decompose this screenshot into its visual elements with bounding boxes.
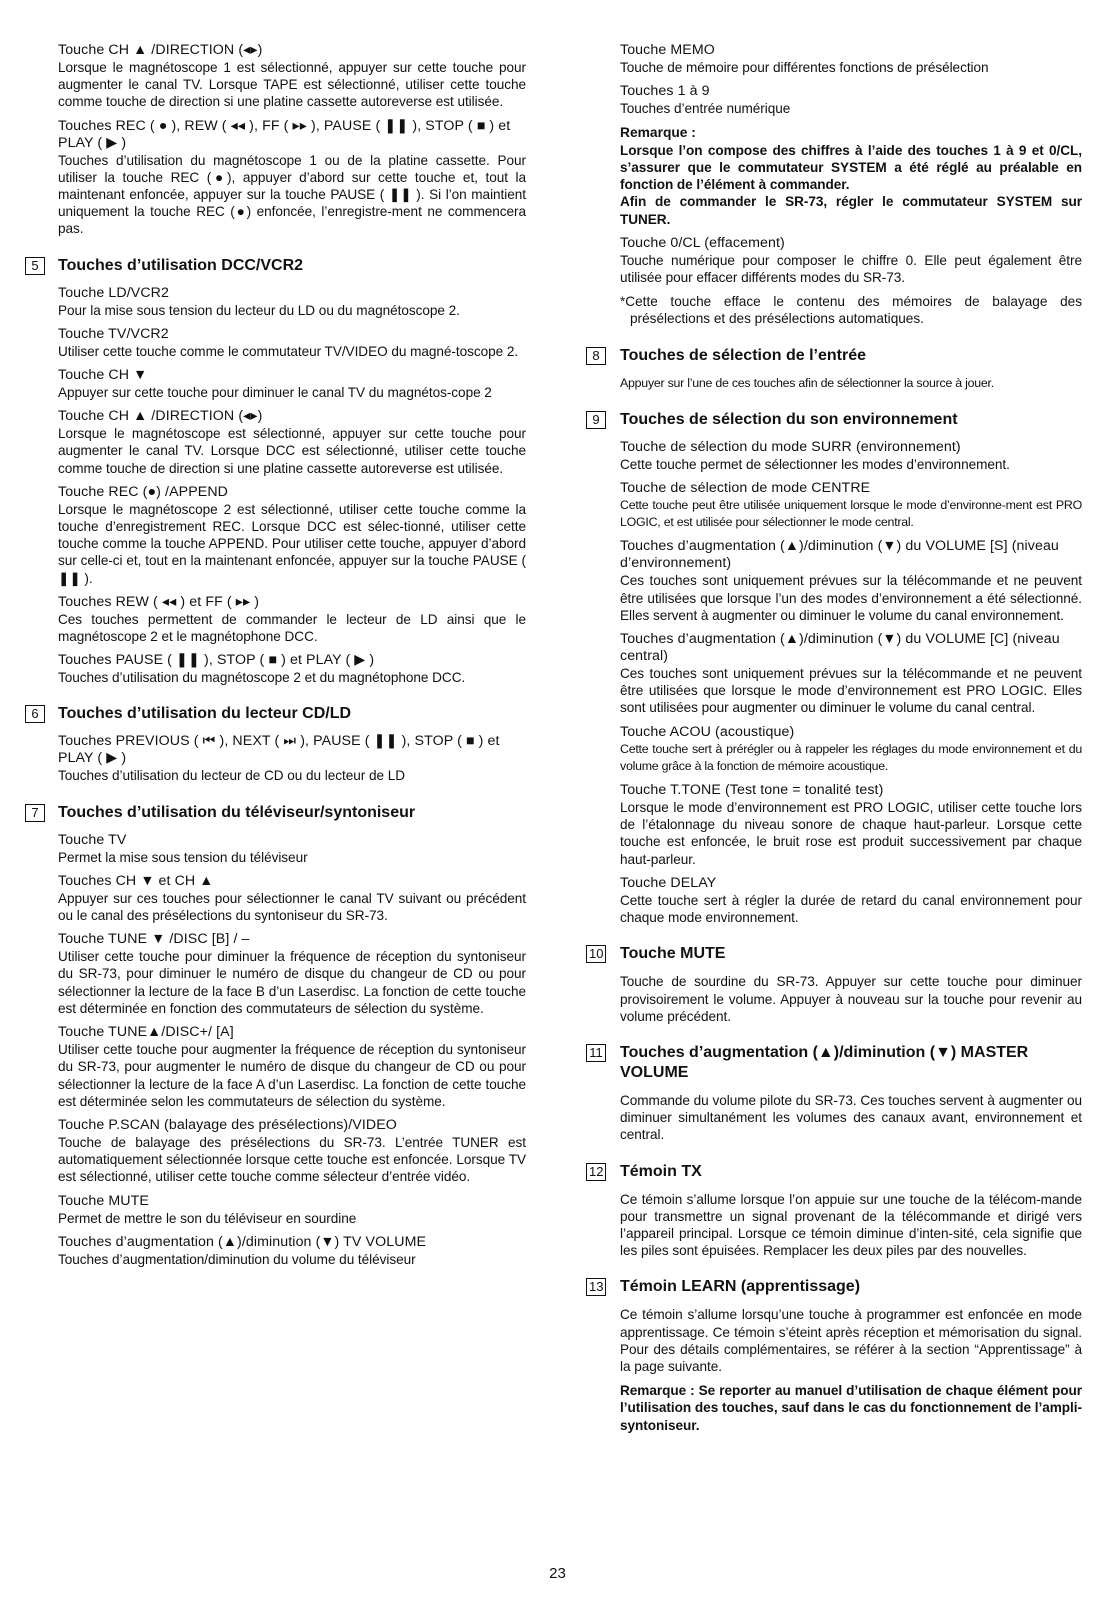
entry-title: Touche P.SCAN (balayage des présélections)/VIDEO (58, 1116, 397, 1133)
entry-title: Touche ACOU (acoustique) (620, 723, 795, 740)
entry-pause-stop-play-vcr2 (58, 652, 526, 686)
section-title: Touche MUTE (620, 945, 726, 963)
entry-title: Touches 1 à 9 (620, 83, 710, 100)
entry-description: Cette touche sert à prérégler ou à rappeler les réglages du mode environnement et du volume grâce à la fonction de mémoire acoustique. (620, 741, 1082, 773)
page-number: 23 (549, 1565, 566, 1582)
section-10-heading (589, 944, 1082, 964)
entry-tv-mute (58, 1193, 526, 1227)
entry-description: Utiliser cette touche comme le commutateur TV/VIDEO du magné-toscope 2. (58, 343, 519, 359)
entry-numeric-keys (620, 83, 1082, 117)
section-number: 8 (586, 347, 606, 365)
entry-ld-vcr2 (58, 285, 526, 319)
section-13-heading (589, 1277, 1082, 1297)
entry-description: Ces touches permettent de commander le lecteur de LD ainsi que le magnétoscope 2 et le magnétophone DCC. (58, 611, 526, 645)
entry-description: Appuyer sur cette touche pour diminuer le canal TV du magnétos-cope 2 (58, 385, 492, 401)
entry-description: Cette touche sert à régler la durée de retard du canal environnement pour chaque mode environnement. (620, 892, 1082, 926)
entry-title: Touche T.TONE (Test tone = tonalité test) (620, 782, 884, 799)
entry-volume-surround (620, 538, 1082, 624)
entry-description: Utiliser cette touche pour diminuer la fréquence de réception du syntoniseur du SR-73, pour diminuer le numéro de disque du changeur de CD ou pour sélectionner la lecture de la face B d’un Laserdisc. La fonction de cette touche est déterminée en fonction des commutateurs de sélection du système. (58, 949, 526, 1016)
entry-description: Touches d’utilisation du magnétoscope 1 ou de la platine cassette. Pour utiliser la touche REC (●), appuyer d’abord sur cette touche et, tout la maintenant enfoncée, appuyer sur la touche PAUSE ( ❚❚ ). Si l’on maintient uniquement la touche REC (●) enfoncée, l’enregistre-ment ne commencera pas. (58, 152, 526, 237)
entry-learn-indicator (620, 1306, 1082, 1375)
section-number: 6 (25, 705, 45, 723)
entry-memo (620, 42, 1082, 76)
entry-tune-up-disc (58, 1024, 526, 1110)
entry-ch-up-direction-vcr1 (58, 42, 526, 111)
entry-description: Ces touches sont uniquement prévues sur la télécommande et ne peuvent être utilisées que lorsque l’un des modes d’environnement a été sélectionné. Elles servent à augmenter ou diminuer le volume du canal environnement. (620, 573, 1082, 623)
entry-description: Touche de sourdine du SR-73. Appuyer sur cette touche pour diminuer provisoirement le volume. Appuyer à nouveau sur la touche pour revenir au volume précédent. (620, 974, 1082, 1024)
entry-description: Ce témoin s’allume lorsque l’on appuie sur une touche de la télécom-mande pour transmettre un signal provenant de la télécommande et dirigé vers l’appareil principal. Lorsque ce témoin diminue d’inten-sité, cela signifie que les piles sont épuisées. Remplacer les deux piles par des nouvelles. (620, 1191, 1082, 1259)
remark-text-1: Lorsque l’on compose des chiffres à l’aide des touches 1 à 9 et 0/CL, s’assurer que le commutateur SYSTEM a été réglé au préalable en fonction de l’élément à commander. (620, 142, 1082, 193)
entry-title: Touches PREVIOUS ( ⏮ ), NEXT ( ⏭ ), PAUSE ( ❚❚ ), STOP ( ■ ) et PLAY ( ▶ ) (58, 733, 500, 767)
entry-description: Commande du volume pilote du SR-73. Ces touches servent à augmenter ou diminuer simultanément les volumes des canaux avant, environnement et central. (620, 1092, 1082, 1143)
entry-description: Lorsque le mode d’environnement est PRO LOGIC, utiliser cette touche lors de l’étalonnage du niveau sonore de chaque haut-parleur. Lorsque cette touche est enfoncée, le bruit rose est produit successivement par chaque haut-parleur. (620, 800, 1082, 867)
entry-description: Utiliser cette touche pour augmenter la fréquence de réception du syntoniseur du SR-73, pour augmenter le numéro de disque du changeur de CD ou pour sélectionner la lecture de la face A d’un Laserdisc. La fonction de cette touche est déterminée selon les commutateurs de sélection du système. (58, 1042, 526, 1109)
entry-description: Permet de mettre le son du téléviseur en sourdine (58, 1210, 357, 1226)
entry-centre-mode (620, 480, 1082, 531)
entry-description: Cette touche permet de sélectionner les modes d’environnement. (620, 456, 1010, 472)
section-6-heading (31, 704, 526, 724)
section-number: 11 (586, 1044, 606, 1062)
entry-description: Touches d’entrée numérique (620, 101, 791, 117)
entry-ch-down-vcr2 (58, 367, 526, 401)
entry-title: Touche de sélection de mode CENTRE (620, 480, 871, 497)
section-number: 13 (586, 1278, 606, 1296)
section-title: Témoin LEARN (apprentissage) (620, 1278, 861, 1296)
entry-transport-vcr1 (58, 118, 526, 238)
entry-ch-down-up (58, 873, 526, 924)
entry-title: Touche TUNE ▼ /DISC [B] / – (58, 931, 250, 948)
entry-title: Touche 0/CL (effacement) (620, 234, 785, 251)
section-11-heading (589, 1043, 1082, 1083)
entry-title: Touche CH ▼ (58, 367, 148, 384)
entry-description: Lorsque le magnétoscope est sélectionné, appuyer sur cette touche pour augmenter le canal TV. Lorsque DCC est sélectionné, utiliser cette touche comme touche de direction si une platine cassette autoreverse est utilisée. (58, 426, 526, 476)
section-number: 7 (25, 804, 45, 822)
entry-input-select (620, 375, 1082, 392)
section-title: Témoin TX (620, 1162, 702, 1180)
entry-ttone (620, 782, 1082, 868)
entry-description: Ces touches sont uniquement prévues sur la télécommande et ne peuvent être utilisées que lorsque le mode d’environnement est PRO LOGIC. Elles sont utilisées pour augmenter ou diminuer le volume du canal central. (620, 666, 1082, 716)
entry-title: Touches REW ( ◂◂ ) et FF ( ▸▸ ) (58, 593, 260, 610)
section-number: 5 (25, 257, 45, 275)
section-9-heading (592, 410, 1082, 430)
section-title: Touches d’augmentation (▲)/diminution (▼) MASTER VOLUME (620, 1043, 1029, 1081)
entry-title: Touches d’augmentation (▲)/diminution (▼) du VOLUME [S] (niveau d’environnement) (620, 538, 1059, 572)
entry-title: Touche CH ▲ /DIRECTION (◂▸) (58, 42, 263, 58)
entry-volume-centre (620, 631, 1082, 717)
section-title: Touches d’utilisation DCC/VCR2 (58, 256, 304, 274)
section-12-heading (589, 1162, 1082, 1182)
entry-acou (620, 724, 1082, 775)
entry-title: Touche MEMO (620, 42, 715, 58)
entry-rew-ff (58, 594, 526, 645)
remark-text-2: Afin de commander le SR-73, régler le commutateur SYSTEM sur TUNER. (620, 194, 1082, 227)
entry-title: Touches CH ▼ et CH ▲ (58, 872, 214, 889)
entry-description: Touches d’augmentation/diminution du volume du téléviseur (58, 1251, 416, 1267)
section-number: 10 (586, 945, 606, 963)
section-title: Touches de sélection du son environnement (620, 410, 958, 428)
section-title: Touches d’utilisation du lecteur CD/LD (58, 705, 352, 723)
entry-title: Touche TV (58, 831, 127, 848)
remark-label: Remarque : (620, 125, 696, 141)
remark-block (620, 124, 1082, 227)
entry-mute (620, 973, 1082, 1025)
entry-title: Touche de sélection du mode SURR (environnement) (620, 438, 961, 455)
entry-description: Lorsque le magnétoscope 1 est sélectionné, appuyer sur cette touche pour augmenter le canal TV. Lorsque TAPE est sélectionné, utiliser cette touche comme touche de direction si une platine cassette autoreverse est utilisée. (58, 60, 526, 110)
entry-description: Touche de mémoire pour différentes fonctions de présélection (620, 60, 989, 75)
entry-description: Cette touche peut être utilisée uniquement lorsque le mode d’environne-ment est PRO LOGIC, et est utilisée pour sélectionner le mode central. (620, 498, 1082, 530)
entry-title: Touche CH ▲ /DIRECTION (◂▸) (58, 408, 263, 425)
section-number: 12 (586, 1163, 606, 1181)
entry-title: Touche DELAY (620, 874, 717, 891)
section-number: 9 (586, 411, 606, 429)
final-remark-text: Remarque : Se reporter au manuel d’utilisation de chaque élément pour l’utilisation des touches, sauf dans le cas du fonctionnement de l’ampli-syntoniseur. (620, 1383, 1082, 1433)
entry-description: Touche de balayage des présélections du SR-73. L’entrée TUNER est automatiquement sélectionnée lorsque cette touche est enfoncée. Lorsque TV est sélectionné, utiliser cette touche comme sélecteur d’entrée vidéo. (58, 1134, 526, 1185)
entry-tune-down-disc (58, 931, 526, 1017)
entry-title: Touches d’augmentation (▲)/diminution (▼) du VOLUME [C] (niveau central) (620, 631, 1060, 665)
section-5-heading (31, 256, 526, 276)
entry-rec-append (58, 484, 526, 587)
entry-delay (620, 875, 1082, 926)
entry-ch-up-direction-vcr2 (58, 408, 526, 477)
entry-description: Pour la mise sous tension du lecteur du LD ou du magnétoscope 2. (58, 302, 460, 318)
entry-cd-ld-transport (58, 733, 526, 784)
entry-tv-volume (58, 1234, 526, 1268)
right-column (589, 42, 1082, 1441)
entry-title: Touche MUTE (58, 1192, 149, 1209)
entry-description: Lorsque le magnétoscope 2 est sélectionné, utiliser cette touche comme la touche d’enregistrement REC. Lorsque DCC est sélec-tionné, utiliser cette touche comme la touche APPEND. Pour utiliser cette touche, appuyer d’abord sur celle-ci et, tout en la maintenant enfoncée, appuyer sur la touche PAUSE ( ❚❚ ). (58, 501, 526, 586)
entry-title: Touche TUNE▲/DISC+/ [A] (58, 1024, 234, 1041)
entry-description: Appuyer sur l’une de ces touches afin de sélectionner la source à jouer. (620, 375, 994, 390)
entry-master-volume (620, 1092, 1082, 1144)
entry-description: Permet la mise sous tension du téléviseur (58, 849, 308, 865)
entry-description: Ce témoin s’allume lorsqu’une touche à programmer est enfoncée en mode apprentissage. Ce témoin s’éteint après réception et mémorisation du signal. Pour des détails complémentaires, se référer à la section “Apprentissage” à la page suivante. (620, 1307, 1082, 1374)
entry-tv-vcr2 (58, 326, 526, 360)
entry-title: Touches d’augmentation (▲)/diminution (▼) TV VOLUME (58, 1233, 427, 1250)
entry-title: Touches PAUSE ( ❚❚ ), STOP ( ■ ) et PLAY ( ▶ ) (58, 652, 375, 669)
entry-description: Touches d’utilisation du lecteur de CD ou du lecteur de LD (58, 768, 405, 784)
entry-description: Touches d’utilisation du magnétoscope 2 et du magnétophone DCC. (58, 670, 466, 686)
entry-pscan-video (58, 1117, 526, 1186)
section-title: Touches de sélection de l’entrée (620, 346, 866, 364)
entry-tx-indicator (620, 1191, 1082, 1260)
entry-clear (620, 235, 1082, 286)
entry-tv (58, 832, 526, 866)
final-remark (620, 1382, 1082, 1434)
entry-description: Appuyer sur ces touches pour sélectionner le canal TV suivant ou précédent ou le canal des présélections du syntoniseur du SR-73. (58, 890, 526, 924)
entry-title: Touche LD/VCR2 (58, 284, 170, 301)
entry-title: Touche REC (●) /APPEND (58, 483, 229, 500)
clear-note: *Cette touche efface le contenu des mémoires de balayage des présélections et des présélections automatiques. (620, 294, 1082, 327)
entry-title: Touches REC ( ● ), REW ( ◂◂ ), FF ( ▸▸ ), PAUSE ( ❚❚ ), STOP ( ■ ) et PLAY ( ▶ ) (58, 117, 511, 151)
entry-description: Touche numérique pour composer le chiffre 0. Elle peut également être utilisée pour effacer différents modes du SR-73. (620, 252, 1082, 286)
section-8-heading (592, 346, 1082, 366)
entry-surr-mode (620, 439, 1082, 473)
section-title: Touches d’utilisation du téléviseur/syntoniseur (58, 803, 416, 821)
left-column (31, 42, 526, 1275)
entry-title: Touche TV/VCR2 (58, 325, 169, 342)
section-7-heading (31, 803, 526, 823)
